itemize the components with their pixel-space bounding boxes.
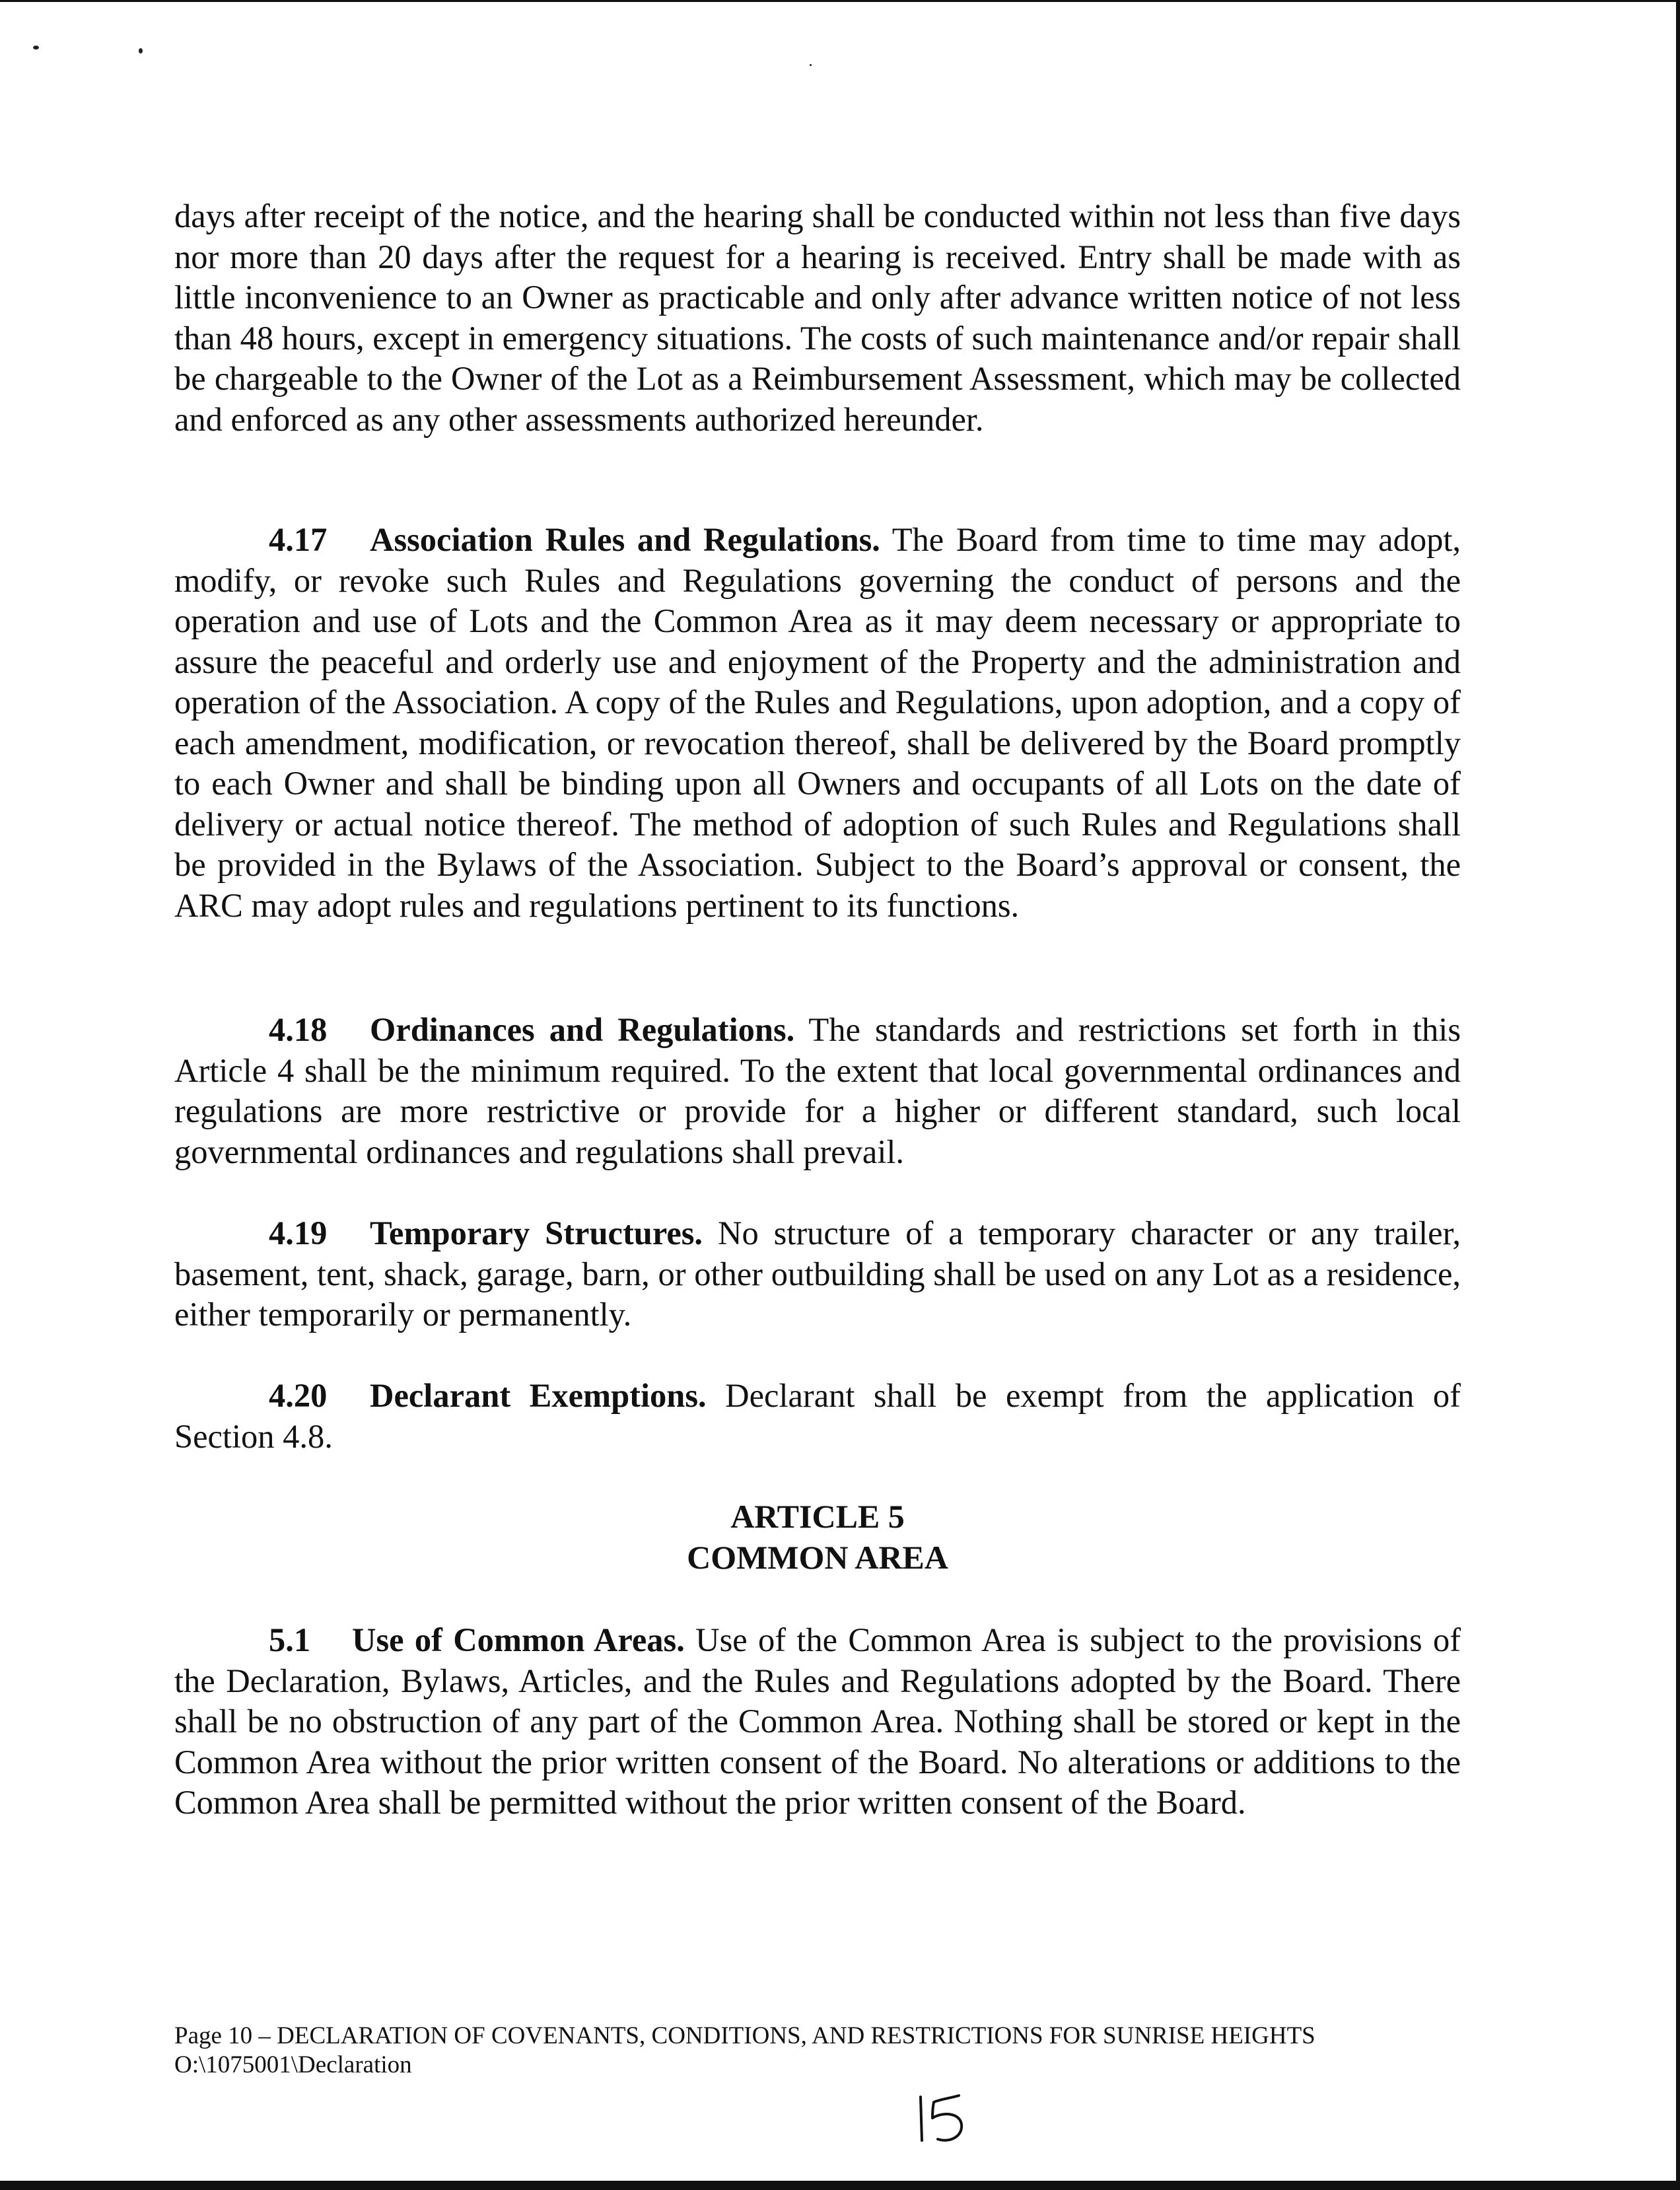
section-5-1	[174, 1620, 1461, 1823]
section-text: The Board from time to time may adopt, modify, or revoke such Rules and Regulations governing the conduct of persons and the operation and use of Lots and the Common Area as it may deem necessary or appropriate to assure the peaceful and orderly use and enjoyment of the Property and the administration and operation of the Association. A copy of the Rules and Regulations, upon adoption, and a copy of each amendment, modification, or revocation thereof, shall be delivered by the Board promptly to each Owner and shall be binding upon all Owners and occupants of all Lots on the date of delivery or actual notice thereof. The method of adoption of such Rules and Regulations shall be provided in the Bylaws of the Association. Subject to the Board’s approval or consent, the ARC may adopt rules and regulations pertinent to its functions.	[174, 521, 1461, 924]
section-heading: Use of Common Areas.	[352, 1621, 685, 1658]
section-text: Declarant shall be exempt from the application of Section 4.8.	[174, 1377, 1461, 1455]
section-number: 4.20	[269, 1377, 328, 1414]
section-number: 4.19	[269, 1215, 328, 1252]
page-footer	[174, 2022, 1469, 2080]
section-4-19	[174, 1213, 1461, 1335]
section-heading: Association Rules and Regulations.	[370, 521, 880, 558]
section-number: 4.18	[269, 1011, 328, 1048]
footer-path: O:\1075001\Declaration	[174, 2051, 412, 2078]
paragraph-text: days after receipt of the notice, and the hearing shall be conducted within not less than five days nor more than 20 days after the request for a hearing is received. Entry shall be made with as little inconvenience to an Owner as practicable and only after advance written notice of not less than 48 hours, except in emergency situations. The costs of such maintenance and/or repair shall be chargeable to the Owner of the Lot as a Reimbursement Assessment, which may be collected and enforced as any other assessments authorized hereunder.	[174, 197, 1461, 438]
article-title: COMMON AREA	[687, 1539, 948, 1576]
scan-speck	[810, 64, 812, 66]
section-number: 5.1	[269, 1621, 311, 1658]
article-heading	[174, 1496, 1461, 1578]
section-heading: Ordinances and Regulations.	[370, 1011, 795, 1048]
scan-speck	[139, 48, 143, 53]
section-text: No structure of a temporary character or any trailer, basement, tent, shack, garage, barn, or other outbuilding shall be used on any Lot as a residence, either temporarily or permanently.	[174, 1215, 1461, 1333]
article-number: ARTICLE 5	[730, 1498, 905, 1535]
section-number: 4.17	[269, 521, 328, 558]
section-4-18	[174, 1010, 1461, 1172]
handwritten-page-number	[913, 2088, 972, 2147]
paragraph-continuation	[174, 196, 1461, 440]
section-text: The standards and restrictions set forth in this Article 4 shall be the minimum required. To the extent that local governmental ordinances and regulations are more restrictive or provide for a higher or different standard, such local governmental ordinances and regulations shall prevail.	[174, 1011, 1461, 1170]
section-heading: Temporary Structures.	[370, 1215, 703, 1252]
section-text: Use of the Common Area is subject to the provisions of the Declaration, Bylaws, Articles, and the Rules and Regulations adopted by the Board. There shall be no obstruction of any part of the Common Area. Nothing shall be stored or kept in the Common Area without the prior written consent of the Board. No alterations or additions to the Common Area shall be permitted without the prior written consent of the Board.	[174, 1621, 1461, 1821]
scan-speck	[33, 46, 39, 50]
section-4-20	[174, 1376, 1461, 1457]
footer-title: Page 10 – DECLARATION OF COVENANTS, CONDITIONS, AND RESTRICTIONS FOR SUNRISE HEIGHTS	[174, 2022, 1315, 2049]
section-4-17	[174, 520, 1461, 926]
section-heading: Declarant Exemptions.	[370, 1377, 707, 1414]
